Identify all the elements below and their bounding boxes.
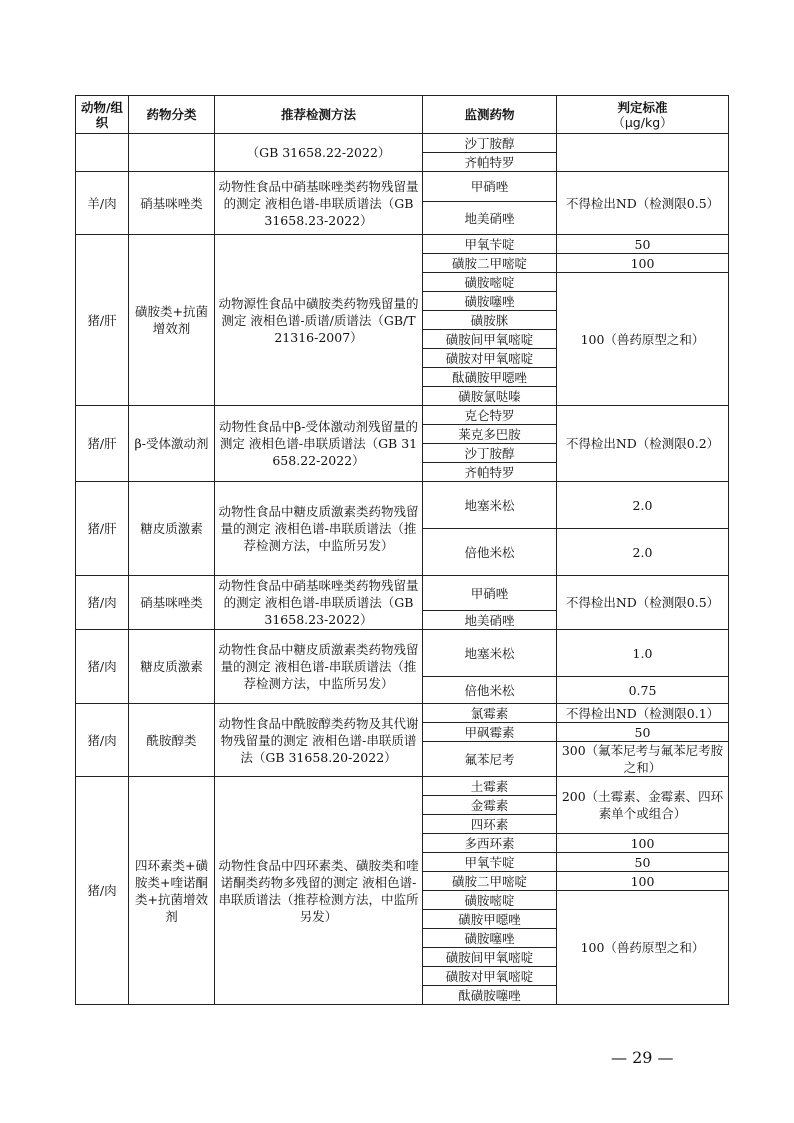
standard-cell: 0.75 <box>557 677 729 704</box>
standard-cell: 不得检出ND（检测限0.5） <box>557 172 729 235</box>
drug-cell: 地美硝唑 <box>423 202 557 235</box>
drug-cell: 金霉素 <box>423 796 557 815</box>
standard-cell: 50 <box>557 853 729 872</box>
drug-cell: 沙丁胺醇 <box>423 444 557 463</box>
table-row <box>76 406 729 425</box>
drug-cell: 甲氧苄啶 <box>423 853 557 872</box>
standard-cell: 100 <box>557 254 729 273</box>
drug-cell: 磺胺嘧啶 <box>423 891 557 910</box>
standard-cell: 200（土霉素、金霉素、四环素单个或组合） <box>557 777 729 834</box>
method-cell: 动物性食品中酰胺醇类药物及其代谢物残留量的测定 液相色谱-串联质谱法（GB 31658.20-2022） <box>215 704 423 777</box>
method-cell: 动物性食品中四环素类、磺胺类和喹诺酮类药物多残留的测定 液相色谱-串联质谱法（推荐检测方法，中监所另发） <box>215 777 423 1005</box>
drug-class-cell <box>129 134 215 172</box>
drug-class-cell: 四环素类+磺胺类+喹诺酮类+抗菌增效剂 <box>129 777 215 1005</box>
animal-cell: 猪/肉 <box>76 576 129 630</box>
table-row <box>76 482 729 529</box>
standard-cell <box>557 134 729 172</box>
drug-class-cell: β-受体激动剂 <box>129 406 215 482</box>
header-animal: 动物/组织 <box>76 96 129 134</box>
drug-cell: 磺胺对甲氧嘧啶 <box>423 349 557 368</box>
standard-cell: 100（兽药原型之和） <box>557 273 729 406</box>
header-drug-class: 药物分类 <box>129 96 215 134</box>
drug-cell: 氟苯尼考 <box>423 742 557 777</box>
standard-cell: 100 <box>557 834 729 853</box>
drug-cell: 克仑特罗 <box>423 406 557 425</box>
table-row <box>76 134 729 153</box>
drug-cell: 倍他米松 <box>423 529 557 576</box>
header-standard <box>557 96 729 134</box>
animal-cell: 猪/肝 <box>76 482 129 576</box>
table-row <box>76 576 729 611</box>
drug-cell: 倍他米松 <box>423 677 557 704</box>
drug-cell: 酞磺胺甲噁唑 <box>423 368 557 387</box>
header-standard-label: 判定标准 <box>617 99 668 115</box>
drug-cell: 磺胺对甲氧嘧啶 <box>423 967 557 986</box>
drug-class-cell: 糖皮质激素 <box>129 482 215 576</box>
drug-cell: 磺胺氯哒嗪 <box>423 387 557 406</box>
method-cell: 动物性食品中β-受体激动剂残留量的测定 液相色谱-串联质谱法（GB 31658.22-2022） <box>215 406 423 482</box>
standard-cell: 300（氟苯尼考与氟苯尼考胺之和） <box>557 742 729 777</box>
method-cell: 动物性食品中硝基咪唑类药物残留量的测定 液相色谱-串联质谱法（GB 31658.23-2022） <box>215 576 423 630</box>
standard-cell: 1.0 <box>557 630 729 677</box>
drug-cell: 磺胺脒 <box>423 311 557 330</box>
animal-cell: 猪/肉 <box>76 704 129 777</box>
drug-cell: 甲砜霉素 <box>423 723 557 742</box>
drug-cell: 地塞米松 <box>423 630 557 677</box>
standard-cell: 2.0 <box>557 482 729 529</box>
table-row <box>76 777 729 796</box>
standard-cell: 100（兽药原型之和） <box>557 891 729 1005</box>
drug-cell: 磺胺噻唑 <box>423 929 557 948</box>
table-row <box>76 172 729 202</box>
drug-class-cell: 磺胺类+抗菌增效剂 <box>129 235 215 406</box>
drug-cell: 磺胺二甲嘧啶 <box>423 872 557 891</box>
table-row <box>76 630 729 677</box>
animal-cell: 羊/肉 <box>76 172 129 235</box>
method-cell: （GB 31658.22-2022） <box>215 134 423 172</box>
drug-cell: 齐帕特罗 <box>423 153 557 172</box>
drug-cell: 土霉素 <box>423 777 557 796</box>
drug-cell: 磺胺甲噁唑 <box>423 910 557 929</box>
drug-cell: 地塞米松 <box>423 482 557 529</box>
standard-cell: 不得检出ND（检测限0.1） <box>557 704 729 723</box>
drug-cell: 磺胺间甲氧嘧啶 <box>423 948 557 967</box>
drug-cell: 沙丁胺醇 <box>423 134 557 153</box>
header-drug: 监测药物 <box>423 96 557 134</box>
drug-cell: 四环素 <box>423 815 557 834</box>
drug-class-cell: 硝基咪唑类 <box>129 576 215 630</box>
method-cell: 动物性食品中硝基咪唑类药物残留量的测定 液相色谱-串联质谱法（GB 31658.23-2022） <box>215 172 423 235</box>
table-row <box>76 235 729 254</box>
drug-class-cell: 硝基咪唑类 <box>129 172 215 235</box>
method-cell: 动物源性食品中磺胺类药物残留量的测定 液相色谱-质谱/质谱法（GB/T 21316-2007） <box>215 235 423 406</box>
animal-cell: 猪/肝 <box>76 235 129 406</box>
standard-cell: 不得检出ND（检测限0.5） <box>557 576 729 630</box>
standard-cell: 2.0 <box>557 529 729 576</box>
drug-cell: 磺胺嘧啶 <box>423 273 557 292</box>
header-method: 推荐检测方法 <box>215 96 423 134</box>
method-cell: 动物性食品中糖皮质激素类药物残留量的测定 液相色谱-串联质谱法（推荐检测方法，中监所另发） <box>215 630 423 704</box>
residue-table <box>75 95 729 1005</box>
standard-cell: 不得检出ND（检测限0.2） <box>557 406 729 482</box>
animal-cell: 猪/肝 <box>76 406 129 482</box>
animal-cell: 猪/肉 <box>76 630 129 704</box>
drug-cell: 甲硝唑 <box>423 172 557 202</box>
standard-cell: 100 <box>557 872 729 891</box>
drug-class-cell: 酰胺醇类 <box>129 704 215 777</box>
standard-cell: 50 <box>557 723 729 742</box>
drug-cell: 氯霉素 <box>423 704 557 723</box>
table-row <box>76 704 729 723</box>
drug-cell: 磺胺间甲氧嘧啶 <box>423 330 557 349</box>
drug-cell: 齐帕特罗 <box>423 463 557 482</box>
header-unit: （μg/kg） <box>612 114 673 130</box>
method-cell: 动物性食品中糖皮质激素类药物残留量的测定 液相色谱-串联质谱法（推荐检测方法，中监所另发） <box>215 482 423 576</box>
drug-class-cell: 糖皮质激素 <box>129 630 215 704</box>
animal-cell <box>76 134 129 172</box>
drug-cell: 多西环素 <box>423 834 557 853</box>
drug-cell: 磺胺二甲嘧啶 <box>423 254 557 273</box>
drug-cell: 甲氧苄啶 <box>423 235 557 254</box>
drug-cell: 地美硝唑 <box>423 611 557 630</box>
animal-cell: 猪/肉 <box>76 777 129 1005</box>
page-number: — 29 — <box>611 1048 674 1067</box>
drug-cell: 酞磺胺噻唑 <box>423 986 557 1005</box>
drug-cell: 甲硝唑 <box>423 576 557 611</box>
header-row <box>76 96 729 134</box>
drug-cell: 磺胺噻唑 <box>423 292 557 311</box>
drug-cell: 莱克多巴胺 <box>423 425 557 444</box>
standard-cell: 50 <box>557 235 729 254</box>
